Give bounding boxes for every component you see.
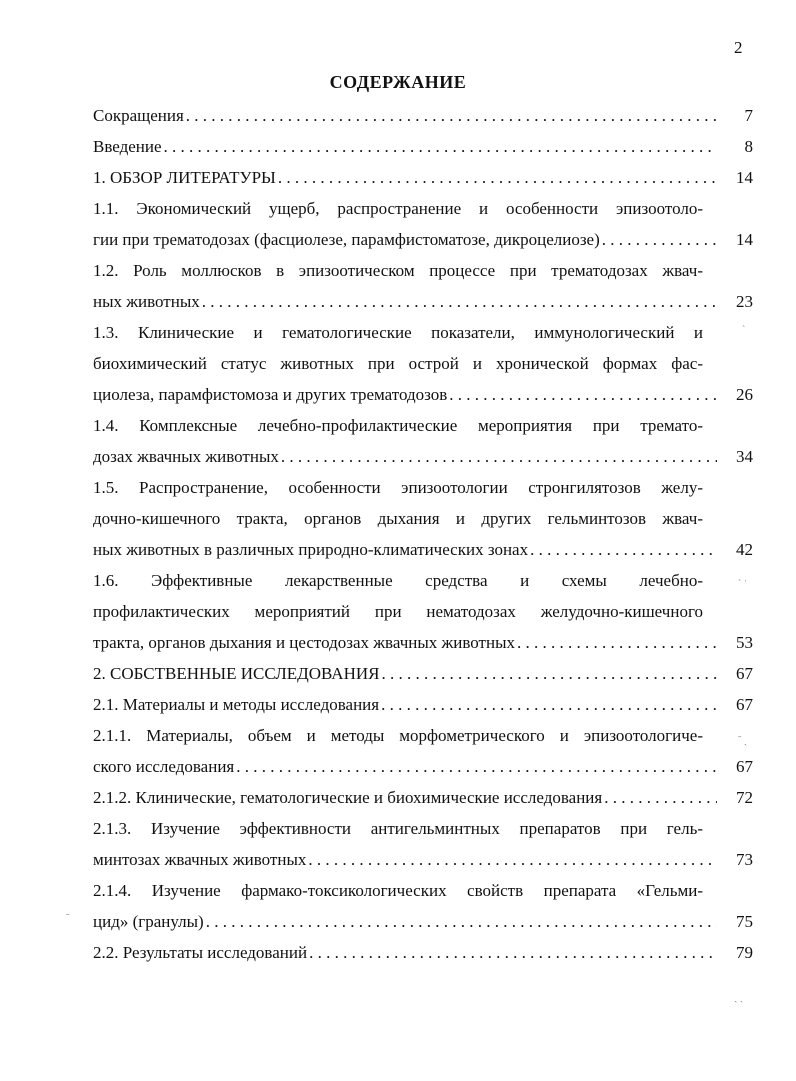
toc-page-number: 8 <box>744 137 753 156</box>
toc-dot-leader <box>381 689 717 720</box>
toc-entry[interactable] <box>93 410 753 472</box>
toc-page-number: 42 <box>736 540 753 559</box>
toc-page-number: 67 <box>736 757 753 776</box>
toc-entry-line: профилактических мероприятий при нематодозах желудочно-кишечного <box>93 602 703 621</box>
toc-entry[interactable] <box>93 131 753 162</box>
toc-dot-leader <box>604 782 717 813</box>
toc-entry[interactable] <box>93 565 753 658</box>
toc-dot-leader <box>530 534 717 565</box>
toc-dot-leader <box>186 100 717 131</box>
toc-entry-title: циолеза, парамфистомоза и других трематодозов <box>93 385 448 404</box>
toc-entry[interactable] <box>93 937 753 968</box>
toc-entry[interactable] <box>93 782 753 813</box>
toc-dot-leader <box>381 658 717 689</box>
toc-entry-title: 1. ОБЗОР ЛИТЕРАТУРЫ <box>93 168 276 187</box>
toc-dot-leader <box>517 627 717 658</box>
toc-entry-title: Введение <box>93 137 162 156</box>
toc-entry-line: 2.1.3. Изучение эффективности антигельминтных препаратов при гель- <box>93 819 703 838</box>
toc-page-number: 72 <box>736 788 753 807</box>
toc-entry[interactable] <box>93 875 753 937</box>
toc-entry-title: цид» (гранулы) <box>93 912 204 931</box>
toc-entry-title: Сокращения <box>93 106 184 125</box>
toc-entry-title: 2.1.2. Клинические, гематологические и биохимические исследования <box>93 788 603 807</box>
toc-entry-title: 2. СОБСТВЕННЫЕ ИССЛЕДОВАНИЯ <box>93 664 380 683</box>
toc-entry-title: дозах жвачных животных <box>93 447 279 466</box>
toc-entry[interactable] <box>93 162 753 193</box>
toc-entry[interactable] <box>93 193 753 255</box>
toc-entry[interactable] <box>93 255 753 317</box>
toc-dot-leader <box>309 937 717 968</box>
toc-page-number: 79 <box>736 943 753 962</box>
toc-entry-title: минтозах жвачных животных <box>93 850 307 869</box>
scan-speck: ˍ <box>66 905 70 916</box>
toc-entry[interactable] <box>93 100 753 131</box>
toc-dot-leader <box>602 224 717 255</box>
scan-speck: ` ˈ <box>738 579 748 590</box>
toc-page-number: 75 <box>736 912 753 931</box>
page-title: СОДЕРЖАНИЕ <box>329 72 467 92</box>
toc-dot-leader <box>202 286 717 317</box>
toc-entry-line: 2.1.1. Материалы, объем и методы морфометрического и эпизоотологиче- <box>93 726 703 745</box>
toc-entry-line: 1.4. Комплексные лечебно-профилактические мероприятия при тремато- <box>93 416 703 435</box>
scan-speck: ˏ ˎ <box>734 992 744 1003</box>
toc-page-number: 14 <box>736 230 753 249</box>
toc-page-number: 14 <box>736 168 753 187</box>
toc-entry-line: 1.6. Эффективные лекарственные средства и схемы лечебно- <box>93 571 703 590</box>
toc-entry-title: 2.1. Материалы и методы исследования <box>93 695 380 714</box>
toc-dot-leader <box>281 441 717 472</box>
scan-speck: ˋ <box>742 325 746 336</box>
toc-entry-line: 1.3. Клинические и гематологические показатели, иммунологический и <box>93 323 703 342</box>
page-number: 2 <box>734 38 743 57</box>
toc-page-number: 26 <box>736 385 753 404</box>
toc-entry[interactable] <box>93 813 753 875</box>
toc-dot-leader <box>308 844 717 875</box>
toc-entry-line: дочно-кишечного тракта, органов дыхания и других гельминтозов жвач- <box>93 509 703 528</box>
toc-entry-line: 1.5. Распространение, особенности эпизоотологии стронгилятозов желу- <box>93 478 703 497</box>
toc-entry[interactable] <box>93 689 753 720</box>
toc-entry-title: ского исследования <box>93 757 235 776</box>
toc-entry-line: 1.1. Экономический ущерб, распространение и особенности эпизоотоло- <box>93 199 703 218</box>
toc-entry-title: тракта, органов дыхания и цестодозах жвачных животных <box>93 633 515 652</box>
toc-page-number: 7 <box>744 106 753 125</box>
toc-entry[interactable] <box>93 658 753 689</box>
toc-page-number: 73 <box>736 850 753 869</box>
toc-entry[interactable] <box>93 472 753 565</box>
toc-dot-leader <box>278 162 717 193</box>
scan-speck: ˉ ˎ <box>738 735 748 746</box>
toc-entry-line: биохимический статус животных при острой и хронической формах фас- <box>93 354 703 373</box>
toc-page-number: 67 <box>736 664 753 683</box>
toc-dot-leader <box>236 751 717 782</box>
table-of-contents <box>93 100 753 968</box>
toc-entry[interactable] <box>93 317 753 410</box>
toc-entry-title: 2.2. Результаты исследований <box>93 943 308 962</box>
toc-page-number: 53 <box>736 633 753 652</box>
toc-page-number: 23 <box>736 292 753 311</box>
toc-entry-line: 1.2. Роль моллюсков в эпизоотическом процессе при трематодозах жвач- <box>93 261 703 280</box>
toc-entry-line: 2.1.4. Изучение фармако-токсикологических свойств препарата «Гельми- <box>93 881 703 900</box>
toc-dot-leader <box>206 906 717 937</box>
toc-page-number: 67 <box>736 695 753 714</box>
toc-dot-leader <box>164 131 717 162</box>
toc-entry[interactable] <box>93 720 753 782</box>
toc-dot-leader <box>449 379 717 410</box>
toc-entry-title: ных животных в различных природно-климатических зонах <box>93 540 529 559</box>
toc-entry-title: гии при трематодозах (фасциолезе, парамфистоматозе, дикроцелиозе) <box>93 230 600 249</box>
toc-entry-title: ных животных <box>93 292 200 311</box>
toc-page-number: 34 <box>736 447 753 466</box>
